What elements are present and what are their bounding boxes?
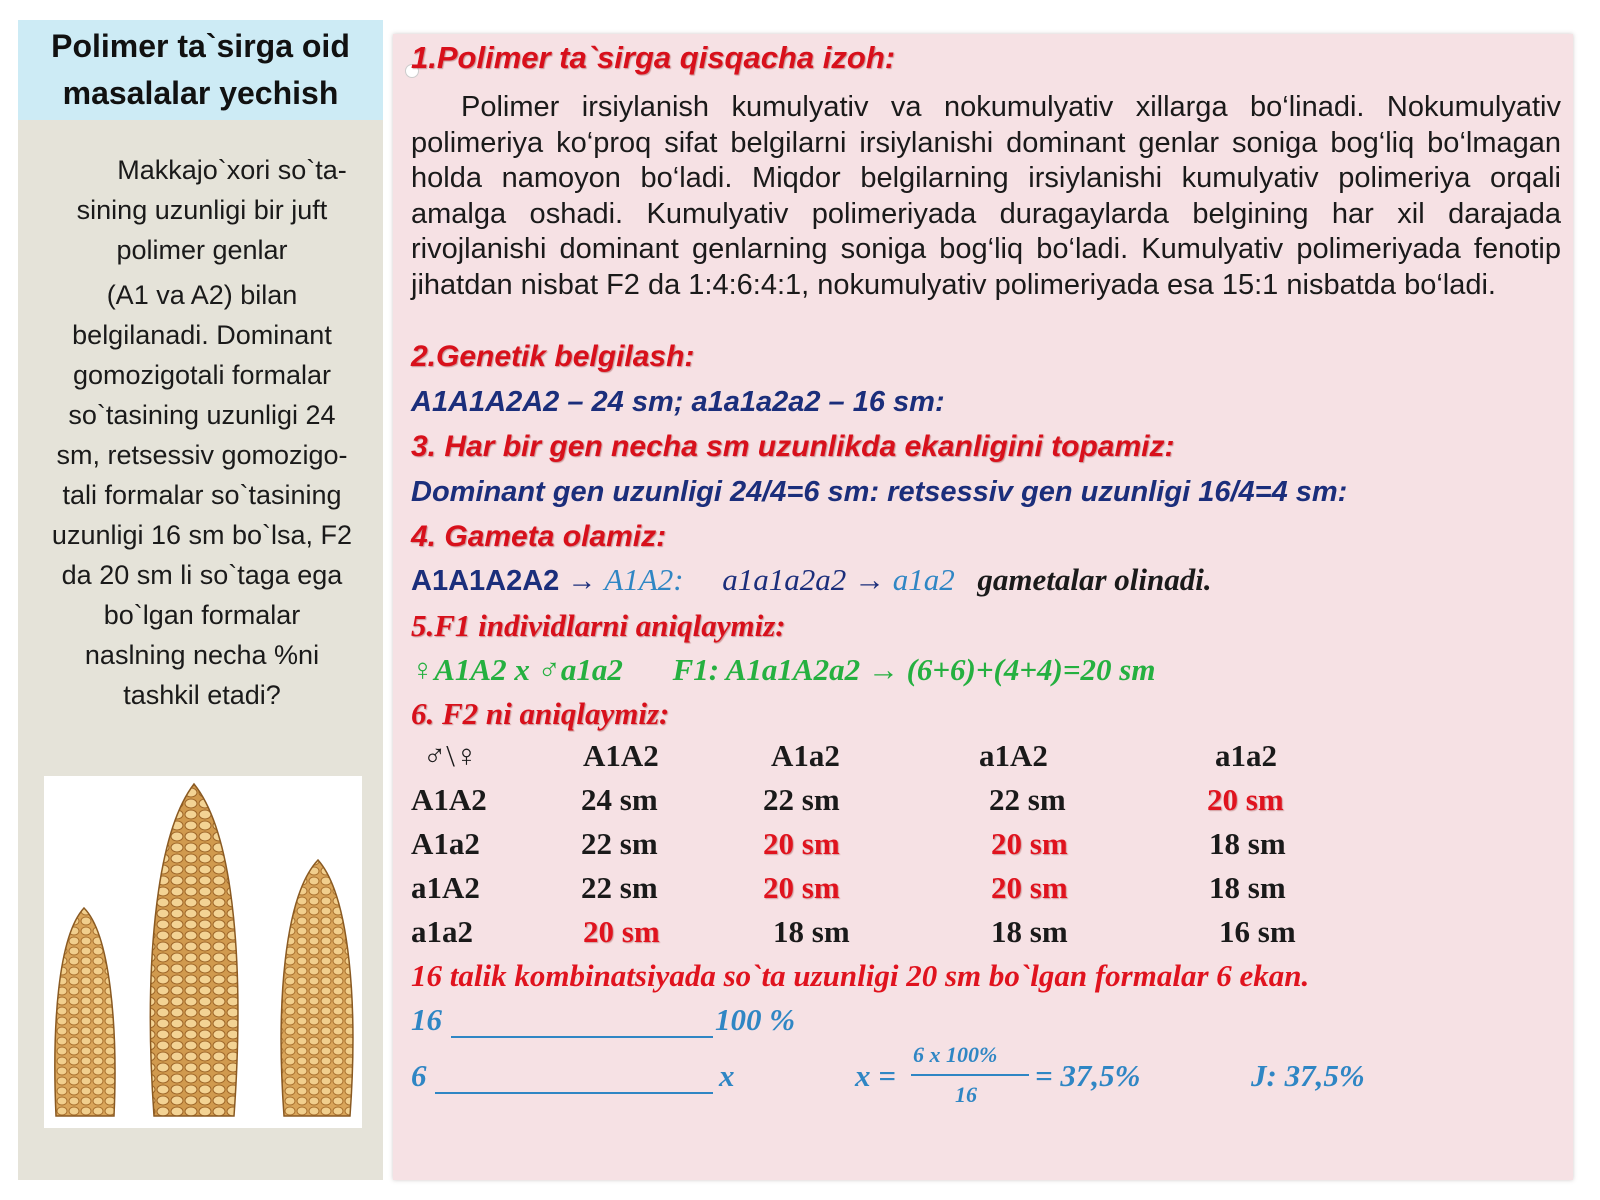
proportion-row1-right: 100 % — [715, 1002, 796, 1037]
punnett-corner: ♂\♀ — [423, 738, 479, 773]
punnett-row-header: a1A2 — [411, 870, 480, 905]
fraction-bar — [911, 1074, 1029, 1076]
corn-cobs-image — [44, 776, 362, 1128]
punnett-col-header: A1A2 — [583, 738, 659, 773]
solution-panel — [393, 34, 1573, 1180]
punnett-row-header: A1a2 — [411, 826, 480, 861]
f1-cross: ♀A1A2 x ♂a1a2 — [411, 652, 623, 687]
conclusion-line: 16 talik kombinatsiyada so`ta uzunligi 20 sm bo`lgan formalar 6 ekan. — [411, 958, 1310, 993]
gamete-parent-recessive: a1a1a2a2 → — [722, 562, 893, 597]
problem-line: Makkajo`xori so`ta- — [117, 155, 347, 185]
gene-length-line: Dominant gen uzunligi 24/4=6 sm: retsessiv gen uzunligi 16/4=4 sm: — [411, 476, 1348, 508]
punnett-cell: 22 sm — [581, 826, 658, 861]
punnett-cell: 22 sm — [763, 782, 840, 817]
heading-f1: 5.F1 individlarni aniqlaymiz: — [411, 608, 786, 643]
punnett-cell-highlight: 20 sm — [583, 914, 660, 949]
heading-gene-length: 3. Har bir gen necha sm uzunlikda ekanligini topamiz: — [411, 430, 1175, 463]
genotypes-line: A1A1A2A2 – 24 sm; a1a1a2a2 – 16 sm: — [411, 386, 945, 418]
punnett-cell: 16 sm — [1219, 914, 1296, 949]
punnett-cell-highlight: 20 sm — [1207, 782, 1284, 817]
heading-genetic-notation: 2.Genetik belgilash: — [411, 340, 695, 373]
punnett-cell: 18 sm — [1209, 826, 1286, 861]
gamete-recessive: a1a2 — [892, 562, 955, 597]
problem-line: da 20 sm li so`taga ega — [61, 560, 343, 590]
punnett-cell-highlight: 20 sm — [991, 870, 1068, 905]
problem-statement — [32, 150, 372, 715]
gamete-parent-dominant: A1A1A2A2 → — [411, 565, 605, 597]
punnett-cell: 22 sm — [989, 782, 1066, 817]
intro-paragraph: Polimer irsiylanish kumulyativ va nokumulyativ xillarga bo‘linadi. Nokumulyativ polimeriya ko‘proq sifat belgilarni irsiylanishi dominant genlar soniga bog‘liq bo‘lmagan holda namoyon bo‘ladi. Miqdor belgilarning irsiylanishi kumulyativ polimeriya orqali amalga oshadi. Kumulyativ polimeriyada duragaylarda belgining har xil darajada rivojlanishi dominant genlarning soniga bog‘liq bo‘ladi. Kumulyativ polimeriyada fenotip jihatdan nisbat F2 da 1:4:6:4:1, nokumulyativ polimeriyada esa 15:1 nisbatda bo‘ladi. — [411, 91, 1561, 301]
punnett-col-header: a1A2 — [979, 738, 1048, 773]
punnett-cell: 18 sm — [991, 914, 1068, 949]
gamete-line — [411, 562, 1212, 598]
slide-title-line1: Polimer ta`sirga oid — [51, 28, 350, 64]
problem-line: so`tasining uzunligi 24 — [68, 400, 336, 430]
punnett-row-header: a1a2 — [411, 914, 473, 949]
punnett-col-header: A1a2 — [771, 738, 840, 773]
problem-line: uzunligi 16 sm bo`lsa, F2 — [51, 520, 353, 550]
punnett-col-header: a1a2 — [1215, 738, 1277, 773]
heading-gametes: 4. Gameta olamiz: — [411, 520, 667, 553]
heading-f2: 6. F2 ni aniqlaymiz: — [411, 696, 670, 731]
punnett-cell: 18 sm — [1209, 870, 1286, 905]
punnett-cell-highlight: 20 sm — [763, 870, 840, 905]
problem-line: tali formalar so`tasining — [62, 480, 342, 510]
problem-line: gomozigotali formalar — [72, 360, 332, 390]
problem-line: sm, retsessiv gomozigo- — [56, 440, 348, 470]
f1-result: F1: A1a1A2a2 → (6+6)+(4+4)=20 sm — [672, 652, 1156, 687]
gamete-note: gametalar olinadi. — [977, 562, 1212, 597]
formula-result: = 37,5% — [1035, 1058, 1141, 1093]
answer: J: 37,5% — [1251, 1058, 1365, 1093]
left-panel — [18, 20, 383, 1180]
problem-line: (A1 va A2) bilan — [106, 280, 298, 310]
proportion-row2-left: 6 — [411, 1058, 427, 1093]
f1-line — [411, 652, 1155, 688]
punnett-cell-highlight: 20 sm — [763, 826, 840, 861]
formula-lhs: x = — [855, 1058, 896, 1093]
punnett-cell: 24 sm — [581, 782, 658, 817]
heading-summary: 1.Polimer ta`sirga qisqacha izoh: — [411, 40, 896, 75]
punnett-cell-highlight: 20 sm — [991, 826, 1068, 861]
problem-line: bo`lgan formalar — [103, 600, 301, 630]
proportion-underline — [435, 1092, 713, 1094]
slide-title — [18, 20, 383, 120]
problem-line: naslning necha %ni — [84, 640, 320, 670]
punnett-cell: 22 sm — [581, 870, 658, 905]
problem-line: polimer genlar — [116, 235, 288, 265]
problem-line: tashkil etadi? — [123, 680, 281, 710]
problem-line: sining uzunligi bir juft — [76, 195, 328, 225]
proportion-underline — [451, 1036, 713, 1038]
punnett-row-header: A1A2 — [411, 782, 487, 817]
slide-title-line2: masalalar yechish — [62, 75, 339, 111]
formula-denominator: 16 — [955, 1082, 977, 1107]
punnett-cell: 18 sm — [773, 914, 850, 949]
problem-line: belgilanadi. Dominant — [72, 320, 332, 350]
gamete-dominant: A1A2: — [604, 562, 684, 597]
formula-numerator: 6 x 100% — [913, 1042, 998, 1067]
proportion-row1-left: 16 — [411, 1002, 442, 1037]
proportion-row2-right: x — [719, 1058, 735, 1093]
